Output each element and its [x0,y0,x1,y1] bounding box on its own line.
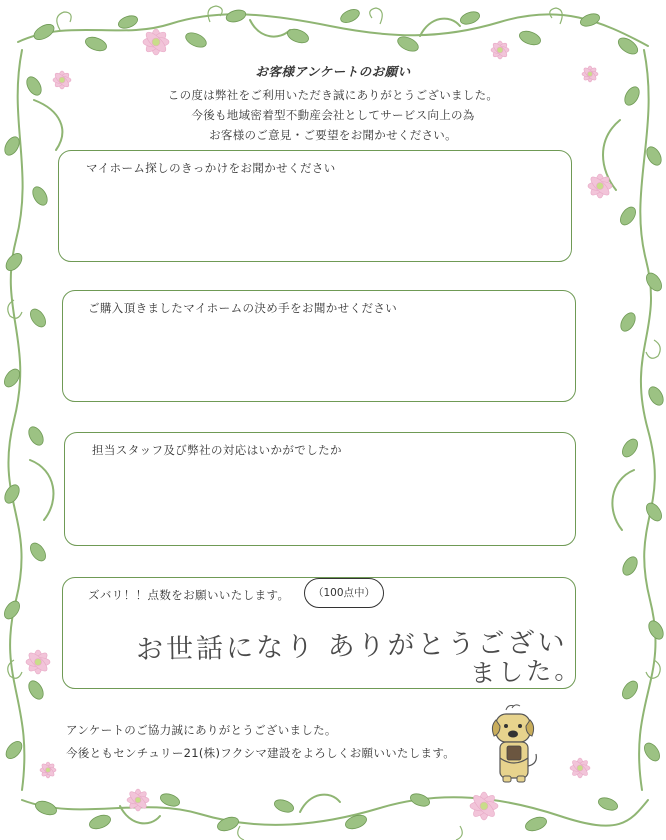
page-title: お客様アンケートのお願い [255,64,411,79]
intro-line-1: この度は弊社をご利用いただき誠にありがとうございました。 [167,88,499,102]
score-out-of-badge: （100点中） [304,578,384,608]
question-label-staff: 担当スタッフ及び弊社の対応はいかがでしたか [92,443,342,457]
mascot-dog-icon [492,705,536,782]
footer-thanks: アンケートのご協力誠にありがとうございました。 [66,723,337,737]
flower-10 [570,758,590,778]
intro-line-2: 今後も地域密着型不動産会社としてサービス向上の為 [191,108,475,122]
flower-1 [143,29,169,55]
intro-line-3: お客様のご意見・ご要望をお聞かせください。 [209,128,457,142]
flowers [26,29,612,820]
vine-bottom [22,797,648,825]
vine-top [18,14,648,46]
handwritten-answer-line-1: お世話になり ありがとうござい [135,627,568,666]
flower-8 [127,789,149,811]
flower-6 [26,650,50,674]
question-label-score: ズバリ！！点数をお願いいたします。 [88,588,290,602]
flower-4 [588,174,612,198]
flower-9 [470,792,498,820]
handwritten-answer-line-2: ました。 [469,655,583,688]
flower-3 [491,41,509,59]
vine-left [8,50,24,790]
question-label-decision: ご購入頂きましたマイホームの決め手をお聞かせください [88,301,398,315]
footer-company: 今後ともセンチュリー21(株)フクシマ建設をよろしくお願いいたします。 [66,746,455,760]
flower-7 [40,762,56,778]
question-label-trigger: マイホーム探しのきっかけをお聞かせください [86,161,336,175]
